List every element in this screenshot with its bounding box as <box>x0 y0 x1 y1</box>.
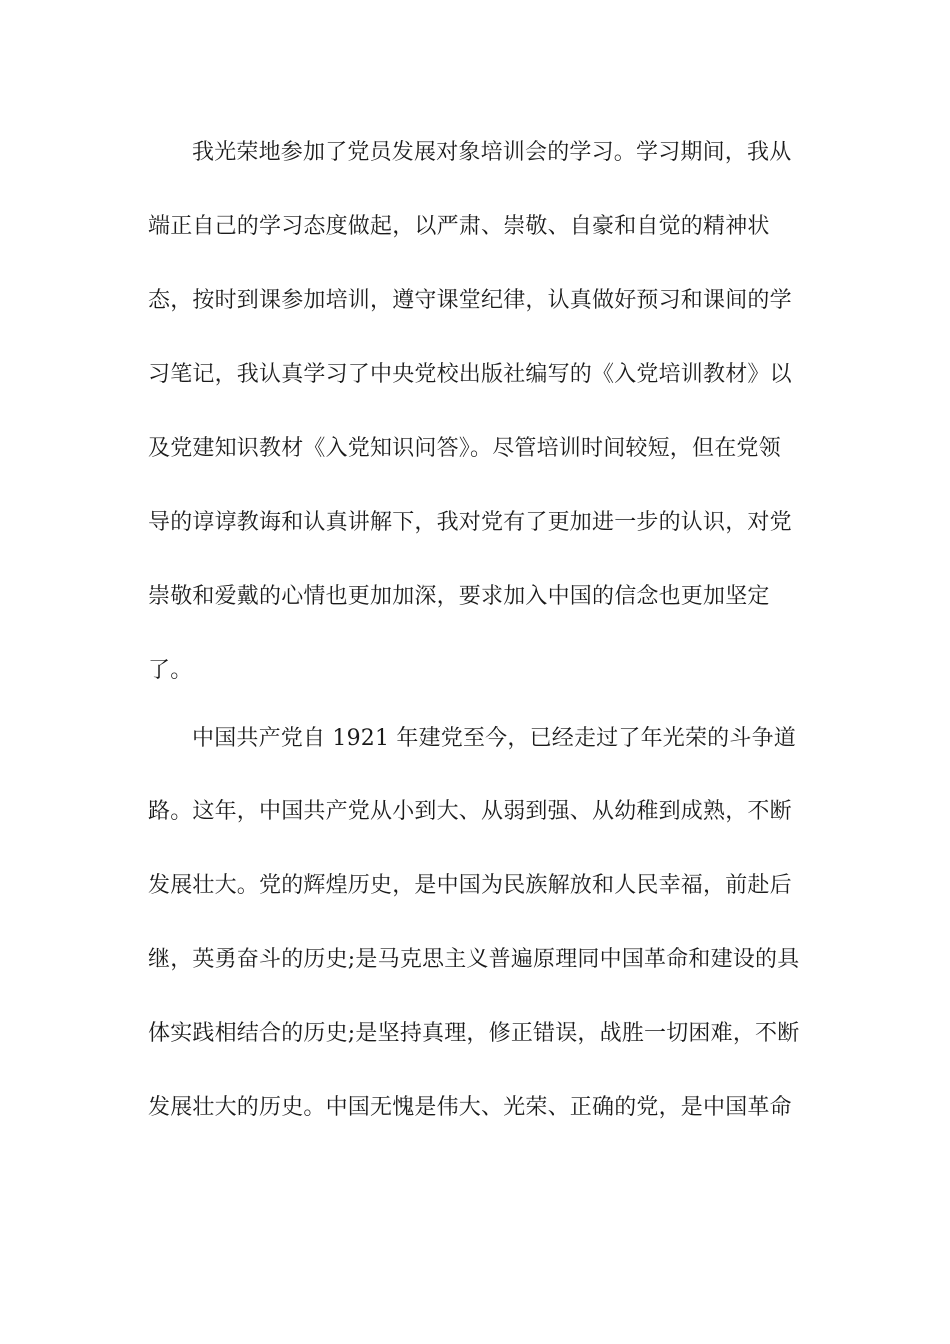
paragraph-1-line-2: 端正自己的学习态度做起，以严肃、崇敬、自豪和自觉的精神状 <box>148 214 770 239</box>
paragraph-1-line-5: 及党建知识教材《入党知识问答》。尽管培训时间较短，但在党领 <box>148 436 781 461</box>
paragraph-1-line-4: 习笔记，我认真学习了中央党校出版社编写的《入党培训教材》以 <box>148 362 792 387</box>
paragraph-1-line-3: 态，按时到课参加培训，遵守课堂纪律，认真做好预习和课间的学 <box>148 288 792 313</box>
paragraph-1-line-1: 我光荣地参加了党员发展对象培训会的学习。学习期间，我从 <box>192 140 792 165</box>
paragraph-2-line-6: 发展壮大的历史。中国无愧是伟大、光荣、正确的党，是中国革命 <box>148 1095 792 1120</box>
paragraph-2-line-3: 发展壮大。党的辉煌历史，是中国为民族解放和人民幸福，前赴后 <box>148 873 792 898</box>
paragraph-2-line-1: 中国共产党自 1921 年建党至今，已经走过了年光荣的斗争道 <box>192 726 796 751</box>
paragraph-1-line-7: 崇敬和爱戴的心情也更加加深，要求加入中国的信念也更加坚定 <box>148 584 770 609</box>
paragraph-2-line-5: 体实践相结合的历史;是坚持真理，修正错误，战胜一切困难，不断 <box>148 1021 800 1046</box>
paragraph-2-line-4: 继，英勇奋斗的历史;是马克思主义普遍原理同中国革命和建设的具 <box>148 947 800 972</box>
paragraph-1-line-6: 导的谆谆教诲和认真讲解下，我对党有了更加进一步的认识，对党 <box>148 510 792 535</box>
paragraph-2-line-2: 路。这年，中国共产党从小到大、从弱到强、从幼稚到成熟，不断 <box>148 799 792 824</box>
paragraph-1-line-8: 了。 <box>148 658 193 683</box>
